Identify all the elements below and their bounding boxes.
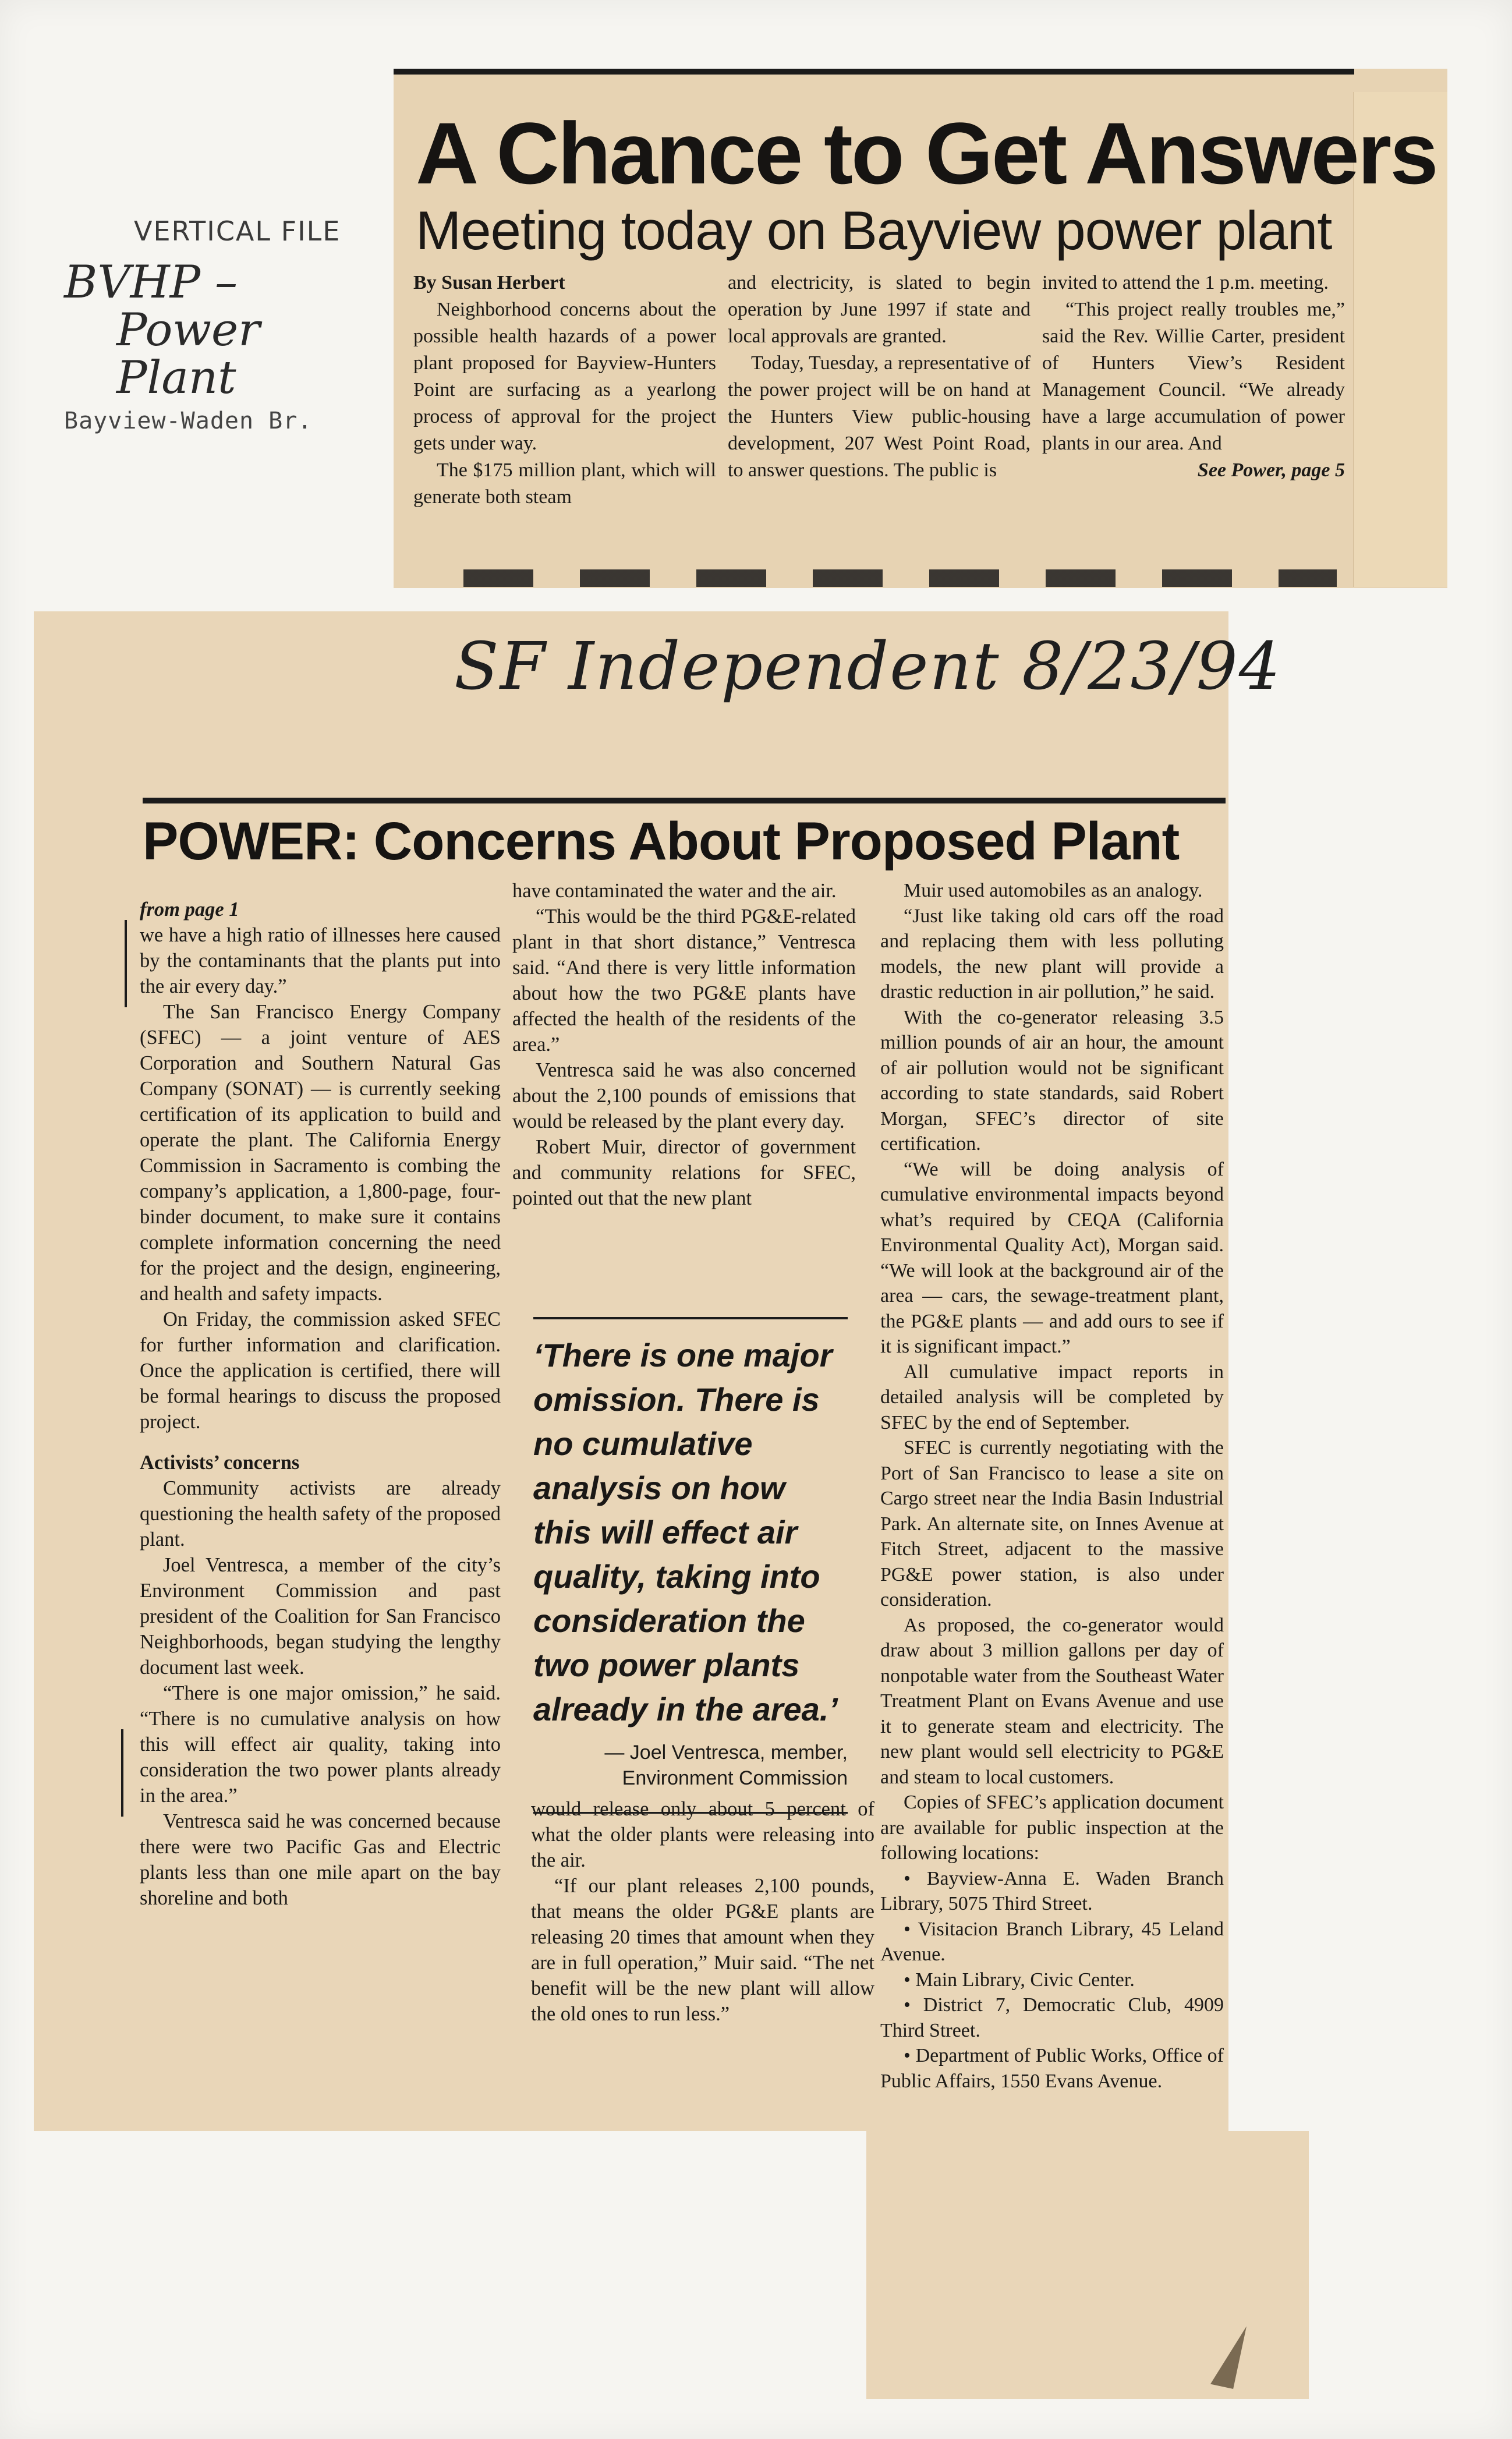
paragraph: Ventresca said he was concerned because there were two Pacific Gas and Electric plants less than one mile apart on the bay shoreline and both xyxy=(140,1810,501,1909)
location-item: • Department of Public Works, Office of Public Affairs, 1550 Evans Avenue. xyxy=(880,2045,1224,2092)
paragraph: Neighborhood concerns about the possible health hazards of a power plant proposed for Bayview-Hunters Point are surfacing as a yearlong process of approval for the project gets under way. xyxy=(413,299,716,454)
paragraph: “Just like taking old cars off the road and replacing them with less polluting models, the new plant will provide a drastic reduction in air pollution,” he said. xyxy=(880,905,1224,1003)
paragraph: “There is one major omission,” he said. “There is no cumulative analysis on how this will effect air quality, taking into consideration the two power plants already in the area.” xyxy=(140,1682,501,1807)
headline-rule xyxy=(143,798,1226,803)
paragraph: “If our plant releases 2,100 pounds, that means the older PG&E plants are releasing 20 times that amount when they are in full operation,” Muir said. “The net benefit will be the new plant will allow the old ones to run less.” xyxy=(531,1875,874,2025)
handwritten-dateline: SF Independent 8/23/94 xyxy=(454,629,1281,705)
handwritten-subject-line2: Power Plant xyxy=(116,304,260,404)
paragraph: All cumulative impact reports in detailed analysis will be completed by SFEC by the end of September. xyxy=(880,1361,1224,1433)
article-column-3 xyxy=(1042,270,1345,484)
paragraph: Today, Tuesday, a representative of the power project will be on hand at the Hunters View public-housing development, 207 West Point Road, to answer questions. The public is xyxy=(728,352,1031,481)
paragraph: Community activists are already questioning the health safety of the proposed plant. xyxy=(140,1477,501,1551)
continuation-note: See Power, page 5 xyxy=(1197,459,1345,481)
paragraph: and electricity, is slated to begin operation by June 1997 if state and local approvals are granted. xyxy=(728,272,1031,347)
paragraph: Ventresca said he was also concerned about the 2,100 pounds of emissions that would be released by the plant every day. xyxy=(512,1059,856,1132)
pull-quote-rule-top xyxy=(533,1317,848,1319)
continuation-column-2b xyxy=(531,1796,874,2027)
margin-mark xyxy=(125,920,127,1007)
paragraph: The San Francisco Energy Company (SFEC) — a joint venture of AES Corporation and Southern Natural Gas Company (SONAT) — is currently seeking certification of its application to build and operate the plant. The California Energy Commission in Sacramento is combing the company’s application, a 1,800-page, four-binder document, to make sure it contains complete information concerning the need for the project and the design, engineering, and health and safety impacts. xyxy=(140,1001,501,1305)
location-item: • Bayview-Anna E. Waden Branch Library, 5075 Third Street. xyxy=(880,1867,1224,1914)
continuation-headline: POWER: Concerns About Proposed Plant xyxy=(143,812,1180,871)
paragraph: Robert Muir, director of government and community relations for SFEC, pointed out that the new plant xyxy=(512,1136,856,1209)
handwritten-subject-line1: BVHP – xyxy=(64,256,238,309)
margin-mark xyxy=(121,1729,123,1817)
from-page-note: from page 1 xyxy=(140,898,239,921)
continuation-column-2 xyxy=(512,878,856,1211)
archive-label xyxy=(64,215,367,434)
top-rule xyxy=(394,69,1354,75)
article-headline: A Chance to Get Answers xyxy=(416,104,1437,202)
byline: By Susan Herbert xyxy=(413,272,565,293)
paragraph: have contaminated the water and the air. xyxy=(512,880,837,902)
paragraph: Copies of SFEC’s application document are available for public inspection at the following locations: xyxy=(880,1792,1224,1864)
clipping-top-article xyxy=(394,69,1447,588)
paragraph: The $175 million plant, which will generate both steam xyxy=(413,459,716,508)
section-subhead: Activists’ concerns xyxy=(140,1452,300,1474)
continuation-column-3 xyxy=(880,878,1224,2094)
location-item: • Main Library, Civic Center. xyxy=(904,1969,1135,1991)
paragraph: Joel Ventresca, a member of the city’s Environment Commission and past president of the Coalition for San Francisco Neighborhoods, began studying the lengthy document last week. xyxy=(140,1554,501,1679)
paragraph: As proposed, the co-generator would draw about 3 million gallons per day of nonpotable water from the Southeast Water Treatment Plant on Evans Avenue and use it to generate steam and electricity. The new plant would sell electricity to PG&E and steam to local customers. xyxy=(880,1614,1224,1788)
paragraph: SFEC is currently negotiating with the Port of San Francisco to lease a site on Cargo street near the India Basin Industrial Park. An alternate site, on Innes Avenue at Fitch Street, adjacent to the massive PG&E power station, is also under consideration. xyxy=(880,1437,1224,1610)
article-column-1 xyxy=(413,270,716,511)
continuation-column-1 xyxy=(140,897,501,1911)
paragraph: “This project really troubles me,” said the Rev. Willie Carter, president of Hunters View’s Resident Management Council. “We already have a large accumulation of power plants in our area. And xyxy=(1042,299,1345,454)
pull-quote xyxy=(533,1317,848,1814)
vertical-file-stamp: VERTICAL FILE xyxy=(134,215,341,247)
cut-off-next-headline xyxy=(463,569,1337,587)
article-column-2 xyxy=(728,270,1031,484)
location-item: • District 7, Democratic Club, 4909 Third Street. xyxy=(880,1994,1224,2041)
clipping-continuation-tail xyxy=(866,2131,1309,2399)
paragraph: “We will be doing analysis of cumulative environmental impacts beyond what’s required by CEQA (California Environmental Quality Act), Morgan said. “We will look at the background air of the area — cars, the sewage-treatment plant, the PG&E plants — and add ours to see if it is significant impact.” xyxy=(880,1158,1224,1357)
paragraph: Muir used automobiles as an analogy. xyxy=(904,880,1203,901)
location-item: • Visitacion Branch Library, 45 Leland Avenue. xyxy=(880,1918,1224,1965)
paragraph: invited to attend the 1 p.m. meeting. xyxy=(1042,272,1329,293)
article-subhead: Meeting today on Bayview power plant xyxy=(416,200,1332,261)
paragraph: “This would be the third PG&E-related plant in that short distance,” Ventresca said. “And there is very little information about how the two PG&E plants have affected the health of the residents of the area.” xyxy=(512,905,856,1056)
paragraph: On Friday, the commission asked SFEC for further information and clarification. Once the application is certified, there will be formal hearings to discuss the proposed project. xyxy=(140,1308,501,1433)
article-columns xyxy=(413,270,1348,572)
pull-quote-attribution-role: Environment Commission xyxy=(622,1767,848,1789)
paragraph: With the co-generator releasing 3.5 million pounds of air an hour, the amount of air pollution would not be significant according to state standards, said Robert Morgan, SFEC’s director of site certification. xyxy=(880,1006,1224,1155)
typed-branch-label: Bayview-Waden Br. xyxy=(64,408,313,434)
paragraph: we have a high ratio of illnesses here caused by the contaminants that the plants put into the air every day.” xyxy=(140,924,501,997)
pull-quote-text: ‘There is one major omission. There is no cumulative analysis on how this will effect air quality, taking into consideration the two power plants already in the area.’ xyxy=(533,1337,838,1728)
pull-quote-attribution: — Joel Ventresca, member, xyxy=(604,1741,848,1764)
paragraph: would release only about 5 percent of what the older plants were releasing into the air. xyxy=(531,1798,874,1871)
